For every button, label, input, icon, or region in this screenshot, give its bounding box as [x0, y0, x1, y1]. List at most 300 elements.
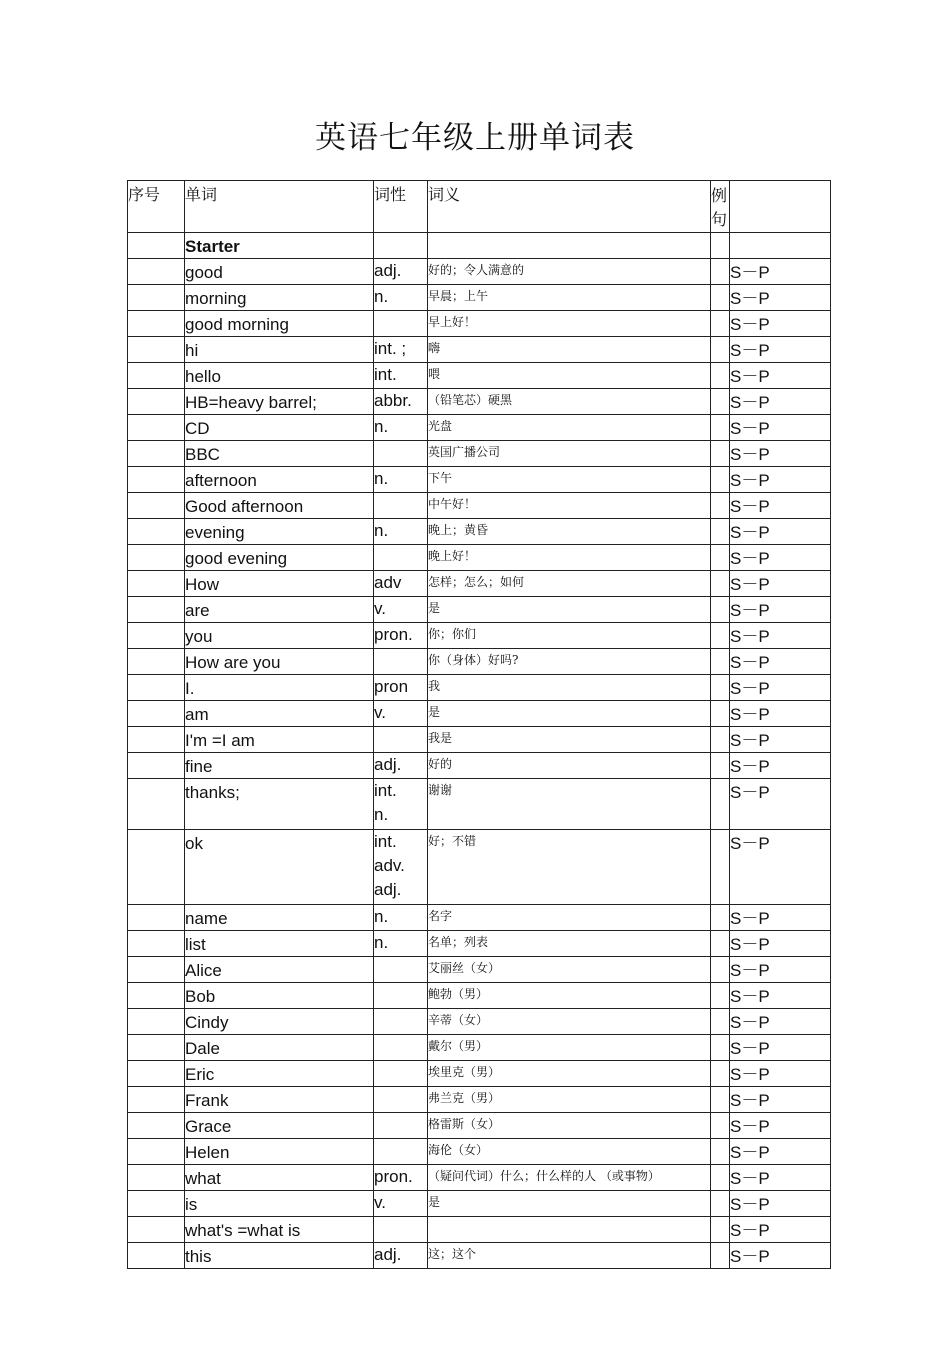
sp-cell-text: S－P: [730, 1065, 770, 1084]
table-row: [128, 1113, 831, 1139]
pos-text: n.: [374, 907, 389, 926]
sp-cell-text: S－P: [730, 263, 770, 282]
sp-cell: [730, 675, 831, 701]
word-cell: [185, 1217, 374, 1243]
num-cell: [128, 493, 185, 519]
word-cell-text: evening: [185, 523, 245, 542]
pos-cell: [374, 1243, 428, 1269]
table-row: [128, 415, 831, 441]
header-num: 序号: [128, 181, 185, 233]
pos-cell: [374, 779, 428, 830]
example-cell: [711, 623, 730, 649]
word-cell-text: am: [185, 705, 209, 724]
num-cell: [128, 467, 185, 493]
num-cell: [128, 1113, 185, 1139]
sp-cell: [730, 467, 831, 493]
example-cell: [711, 545, 730, 571]
meaning-cell-text: 是: [428, 705, 441, 719]
num-cell: [128, 337, 185, 363]
example-cell: [711, 1035, 730, 1061]
meaning-cell: [428, 259, 711, 285]
word-cell: [185, 1191, 374, 1217]
pos-cell: [374, 830, 428, 905]
sp-cell: [730, 727, 831, 753]
meaning-cell: [428, 415, 711, 441]
meaning-cell-text: 晚上好！: [428, 549, 477, 563]
word-cell-text: what: [185, 1169, 221, 1188]
word-cell-text: hi: [185, 341, 199, 360]
example-cell: [711, 1009, 730, 1035]
pos-text: adj.: [374, 1245, 402, 1264]
sp-cell-text: S－P: [730, 497, 770, 516]
table-row: [128, 1009, 831, 1035]
table-row: [128, 519, 831, 545]
num-cell: [128, 675, 185, 701]
word-cell: [185, 519, 374, 545]
table-row: [128, 931, 831, 957]
sp-cell-text: S－P: [730, 679, 770, 698]
num-cell: [128, 623, 185, 649]
pos-text: n.: [374, 805, 389, 824]
pos-text: n.: [374, 287, 389, 306]
word-cell: [185, 493, 374, 519]
example-cell: [711, 571, 730, 597]
num-cell: [128, 597, 185, 623]
word-cell: [185, 285, 374, 311]
num-cell: [128, 1191, 185, 1217]
pos-text: n.: [374, 469, 389, 488]
sp-cell: [730, 285, 831, 311]
meaning-cell-text: 戴尔（男）: [428, 1039, 489, 1053]
meaning-cell: [428, 389, 711, 415]
table-row: [128, 493, 831, 519]
table-row: [128, 1191, 831, 1217]
pos-cell: [374, 1035, 428, 1061]
word-cell: [185, 1243, 374, 1269]
example-cell: [711, 830, 730, 905]
sp-cell-text: S－P: [730, 731, 770, 750]
word-cell: [185, 337, 374, 363]
pos-text: adj.: [374, 880, 402, 899]
pos-cell: [374, 931, 428, 957]
sp-cell: [730, 1139, 831, 1165]
sp-cell-text: S－P: [730, 783, 770, 802]
meaning-cell-text: 我: [428, 679, 441, 693]
word-cell-text: is: [185, 1195, 198, 1214]
sp-cell-text: S－P: [730, 705, 770, 724]
sp-cell-text: S－P: [730, 1117, 770, 1136]
pos-text: pron.: [374, 625, 413, 644]
pos-cell: [374, 623, 428, 649]
sp-cell-text: S－P: [730, 549, 770, 568]
table-row: [128, 1165, 831, 1191]
table-row: [128, 311, 831, 337]
header-meaning: 词义: [428, 181, 711, 233]
meaning-cell-text: 喂: [428, 367, 441, 381]
word-cell-text: Cindy: [185, 1013, 229, 1032]
example-cell: [711, 389, 730, 415]
sp-cell-text: S－P: [730, 987, 770, 1006]
sp-cell-text: S－P: [730, 523, 770, 542]
pos-cell: [374, 597, 428, 623]
sp-cell-text: S－P: [730, 575, 770, 594]
sp-cell-text: S－P: [730, 367, 770, 386]
meaning-cell: [428, 983, 711, 1009]
word-cell: [185, 983, 374, 1009]
example-cell: [711, 337, 730, 363]
word-cell-text: list: [185, 935, 206, 954]
word-cell-text: Alice: [185, 961, 222, 980]
meaning-cell-text: （疑问代词）什么；什么样的人 （或事物）: [428, 1169, 660, 1183]
pos-cell: [374, 467, 428, 493]
pos-cell: [374, 1165, 428, 1191]
pos-cell: [374, 389, 428, 415]
pos-cell: [374, 983, 428, 1009]
num-cell: [128, 779, 185, 830]
word-cell-text: How: [185, 575, 220, 594]
pos-text: adv: [374, 573, 402, 592]
sp-cell: [730, 779, 831, 830]
table-row: [128, 957, 831, 983]
pos-text: n.: [374, 417, 389, 436]
meaning-cell-text: 辛蒂（女）: [428, 1013, 489, 1027]
pos-text: adv.: [374, 856, 405, 875]
table-row: [128, 571, 831, 597]
sp-cell-text: S－P: [730, 1221, 770, 1240]
word-cell: [185, 571, 374, 597]
meaning-cell-text: 名单；列表: [428, 935, 489, 949]
sp-cell: [730, 493, 831, 519]
section-row: [128, 233, 831, 259]
sp-cell: [730, 363, 831, 389]
example-cell: [711, 1061, 730, 1087]
word-cell-text: BBC: [185, 445, 220, 464]
meaning-cell-text: 早晨；上午: [428, 289, 489, 303]
word-cell-text: thanks;: [185, 783, 240, 802]
num-cell: [128, 389, 185, 415]
sp-cell: [730, 389, 831, 415]
sp-cell: [730, 1061, 831, 1087]
word-cell-text: good morning: [185, 315, 289, 334]
example-cell: [711, 649, 730, 675]
meaning-cell-text: 你；你们: [428, 627, 477, 641]
sp-cell: [730, 983, 831, 1009]
example-cell: [711, 415, 730, 441]
example-cell: [711, 931, 730, 957]
num-cell: [128, 1165, 185, 1191]
word-cell-text: Dale: [185, 1039, 220, 1058]
word-cell-text: morning: [185, 289, 247, 308]
pos-text: adj.: [374, 755, 402, 774]
pos-cell: [374, 753, 428, 779]
word-cell-text: Grace: [185, 1117, 232, 1136]
sp-cell-text: S－P: [730, 935, 770, 954]
word-cell-text: name: [185, 909, 228, 928]
sp-cell: [730, 519, 831, 545]
meaning-cell-text: 早上好！: [428, 315, 477, 329]
word-cell: [185, 1165, 374, 1191]
num-cell: [128, 259, 185, 285]
meaning-cell: [428, 1217, 711, 1243]
sp-cell: [730, 623, 831, 649]
word-cell-text: Eric: [185, 1065, 215, 1084]
pos-cell: [374, 1009, 428, 1035]
sp-cell: [730, 957, 831, 983]
word-cell: [185, 957, 374, 983]
header-word: 单词: [185, 181, 374, 233]
meaning-cell-text: 是: [428, 601, 441, 615]
pos-cell: [374, 1139, 428, 1165]
meaning-cell-text: 你（身体）好吗?: [428, 653, 519, 667]
sp-cell-text: S－P: [730, 1247, 770, 1266]
sp-cell: [730, 1243, 831, 1269]
table-row: [128, 779, 831, 830]
word-cell-text: good: [185, 263, 223, 282]
meaning-cell: [428, 1087, 711, 1113]
pos-cell: [374, 1113, 428, 1139]
sp-cell-text: S－P: [730, 1143, 770, 1162]
word-cell-text: afternoon: [185, 471, 257, 490]
sp-cell: [730, 441, 831, 467]
pos-text: int.: [374, 781, 397, 800]
example-cell: [711, 957, 730, 983]
pos-cell: [374, 649, 428, 675]
sp-cell: [730, 1191, 831, 1217]
example-cell: [711, 285, 730, 311]
table-row: [128, 753, 831, 779]
table-row: [128, 905, 831, 931]
example-cell: [711, 311, 730, 337]
meaning-cell: [428, 467, 711, 493]
num-cell: [128, 571, 185, 597]
word-cell: [185, 931, 374, 957]
table-row: [128, 1035, 831, 1061]
table-row: [128, 701, 831, 727]
sp-cell-text: S－P: [730, 1169, 770, 1188]
sp-cell-text: S－P: [730, 419, 770, 438]
sp-cell: [730, 1165, 831, 1191]
sp-cell-text: S－P: [730, 1091, 770, 1110]
num-cell: [128, 1217, 185, 1243]
num-cell: [128, 753, 185, 779]
pos-cell: [374, 1191, 428, 1217]
meaning-cell: [428, 675, 711, 701]
pos-text: int.: [374, 365, 397, 384]
example-cell: [711, 1217, 730, 1243]
word-cell-text: hello: [185, 367, 221, 386]
table-row: [128, 389, 831, 415]
meaning-cell-text: 这；这个: [428, 1247, 477, 1261]
example-cell: [711, 701, 730, 727]
table-row: [128, 285, 831, 311]
table-row: [128, 467, 831, 493]
word-cell: [185, 1139, 374, 1165]
table-row: [128, 727, 831, 753]
num-cell: [128, 1139, 185, 1165]
pos-cell: [374, 727, 428, 753]
sp-cell-text: S－P: [730, 1013, 770, 1032]
sp-cell-text: S－P: [730, 961, 770, 980]
meaning-cell-text: （铅笔芯）硬黑: [428, 393, 513, 407]
meaning-cell: [428, 1009, 711, 1035]
meaning-cell-text: [428, 1217, 710, 1218]
example-cell: [711, 1165, 730, 1191]
word-cell: [185, 905, 374, 931]
example-cell: [711, 779, 730, 830]
meaning-cell: [428, 1061, 711, 1087]
meaning-cell-text: 名字: [428, 909, 453, 923]
example-cell: [711, 519, 730, 545]
word-cell: [185, 623, 374, 649]
num-cell: [128, 1061, 185, 1087]
meaning-cell: [428, 1113, 711, 1139]
word-cell: [185, 675, 374, 701]
meaning-cell: [428, 905, 711, 931]
sp-cell-text: S－P: [730, 393, 770, 412]
num-cell: [128, 545, 185, 571]
sp-cell-text: S－P: [730, 471, 770, 490]
meaning-cell: [428, 1191, 711, 1217]
sp-cell-text: S－P: [730, 909, 770, 928]
meaning-cell: [428, 753, 711, 779]
sp-cell: [730, 311, 831, 337]
num-cell: [128, 285, 185, 311]
meaning-cell-text: 中午好！: [428, 497, 477, 511]
word-cell-text: Helen: [185, 1143, 230, 1162]
pos-cell: [374, 363, 428, 389]
word-cell: [185, 1035, 374, 1061]
pos-cell: [374, 905, 428, 931]
pos-cell: [374, 1217, 428, 1243]
pos-cell: [374, 259, 428, 285]
word-cell-text: Good afternoon: [185, 497, 304, 516]
meaning-cell-text: 艾丽丝（女）: [428, 961, 501, 975]
meaning-cell-text: 海伦（女）: [428, 1143, 489, 1157]
pos-cell: [374, 1087, 428, 1113]
sp-cell: [730, 753, 831, 779]
meaning-cell-text: 怎样；怎么；如何: [428, 575, 525, 589]
sp-cell: [730, 337, 831, 363]
pos-cell: [374, 675, 428, 701]
sp-cell: [730, 1217, 831, 1243]
pos-text: pron: [374, 677, 409, 696]
table-row: [128, 259, 831, 285]
example-cell: [711, 259, 730, 285]
word-cell-text: Frank: [185, 1091, 229, 1110]
table-row: [128, 1217, 831, 1243]
header-sp: [730, 181, 831, 233]
meaning-cell: [428, 931, 711, 957]
sp-cell: [730, 830, 831, 905]
sp-cell: [730, 1087, 831, 1113]
page-title: 英语七年级上册单词表: [315, 120, 635, 156]
num-cell: [128, 830, 185, 905]
pos-cell: [374, 545, 428, 571]
sp-cell: [730, 701, 831, 727]
meaning-cell: [428, 363, 711, 389]
pos-cell: [374, 957, 428, 983]
vocabulary-table: [127, 180, 831, 1269]
example-cell: [711, 467, 730, 493]
word-cell: [185, 363, 374, 389]
word-cell: [185, 1087, 374, 1113]
meaning-cell: [428, 1243, 711, 1269]
meaning-cell: [428, 1165, 711, 1191]
meaning-cell-text: 谢谢: [428, 783, 453, 797]
meaning-cell-text: 好的: [428, 757, 453, 771]
word-cell-text: what's =what is: [185, 1221, 301, 1240]
num-cell: [128, 957, 185, 983]
table-row: [128, 623, 831, 649]
table-row: [128, 597, 831, 623]
word-cell: [185, 649, 374, 675]
meaning-cell: [428, 1035, 711, 1061]
word-cell: [185, 545, 374, 571]
example-cell: [711, 1139, 730, 1165]
sp-cell: [730, 597, 831, 623]
meaning-cell-text: 晚上；黄昏: [428, 523, 489, 537]
pos-text: pron.: [374, 1167, 413, 1186]
meaning-cell: [428, 623, 711, 649]
word-cell-text: you: [185, 627, 213, 646]
example-cell: [711, 363, 730, 389]
example-cell: [711, 441, 730, 467]
table-row: [128, 337, 831, 363]
table-row: [128, 1243, 831, 1269]
num-cell: [128, 1087, 185, 1113]
pos-text: abbr.: [374, 391, 412, 410]
pos-cell: [374, 415, 428, 441]
word-cell: [185, 1009, 374, 1035]
pos-cell: [374, 493, 428, 519]
num-cell: [128, 1035, 185, 1061]
meaning-cell-text: 弗兰克（男）: [428, 1091, 501, 1105]
sp-cell: [730, 1009, 831, 1035]
meaning-cell-text: 好；不错: [428, 834, 477, 848]
sp-cell: [730, 545, 831, 571]
meaning-cell: [428, 957, 711, 983]
sp-cell-text: S－P: [730, 315, 770, 334]
pos-cell: [374, 571, 428, 597]
meaning-cell: [428, 830, 711, 905]
meaning-cell: [428, 545, 711, 571]
word-cell-text: HB=heavy barrel;: [185, 393, 317, 412]
num-cell: [128, 1243, 185, 1269]
meaning-cell: [428, 727, 711, 753]
word-cell: [185, 753, 374, 779]
pos-text: n.: [374, 521, 389, 540]
num-cell: [128, 441, 185, 467]
word-cell: [185, 311, 374, 337]
meaning-cell-text: 格雷斯（女）: [428, 1117, 501, 1131]
table-row: [128, 363, 831, 389]
pos-text: v.: [374, 599, 386, 618]
num-cell: [128, 519, 185, 545]
pos-text: v.: [374, 1193, 386, 1212]
table-row: [128, 649, 831, 675]
pos-text: int. ;: [374, 339, 407, 358]
meaning-cell: [428, 337, 711, 363]
word-cell-text: are: [185, 601, 210, 620]
sp-cell: [730, 905, 831, 931]
sp-cell-text: S－P: [730, 653, 770, 672]
pos-cell: [374, 519, 428, 545]
sp-cell: [730, 931, 831, 957]
meaning-cell-text: 鲍勃（男）: [428, 987, 489, 1001]
header-pos: 词性: [374, 181, 428, 233]
word-cell: [185, 701, 374, 727]
num-cell: [128, 311, 185, 337]
